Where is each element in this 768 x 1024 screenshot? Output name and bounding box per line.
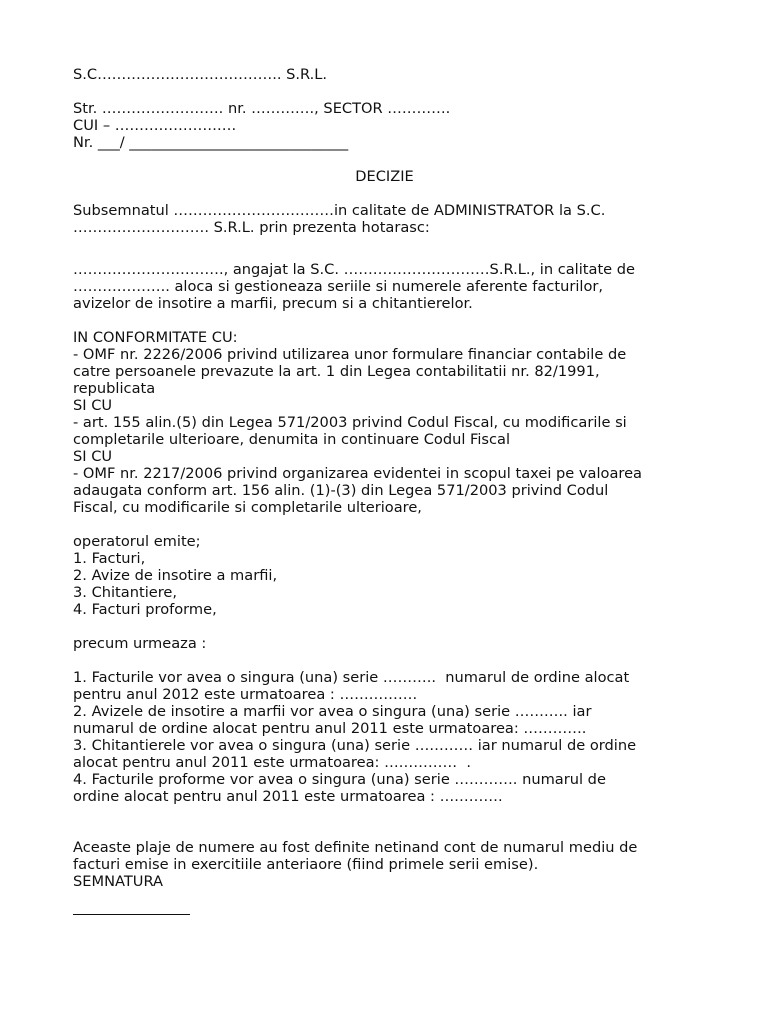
signature-label: SEMNATURA — [73, 873, 163, 890]
closing-line: Aceaste plaje de numere au fost definite netinand cont de numarul mediu de — [73, 839, 638, 856]
rule-line: 4. Facturile proforme vor avea o singura (una) serie …………. numarul de — [73, 771, 606, 788]
rule-line: 1. Facturile vor avea o singura (una) serie ……….. numarul de ordine alocat — [73, 669, 630, 686]
conformity-line: republicata — [73, 380, 156, 397]
rule-line: numarul de ordine alocat pentru anul 2011 este urmatoarea: …………. — [73, 720, 587, 737]
closing-line: facturi emise in exercitiile anteriaore (fiind primele serii emise). — [73, 856, 539, 873]
conformity-line: SI CU — [73, 397, 113, 414]
conformity-line: Fiscal, cu modificarile si completarile ulterioare, — [73, 499, 422, 516]
conformity-line: adaugata conform art. 156 alin. (1)-(3) din Legea 571/2003 privind Codul — [73, 482, 609, 499]
intro-line: ………………………. S.R.L. prin prezenta hotarasc: — [73, 219, 430, 236]
conformity-line: - OMF nr. 2226/2006 privind utilizarea unor formulare financiar contabile de — [73, 346, 627, 363]
assignment-line: ……………….. aloca si gestioneaza seriile si numerele aferente facturilor, — [73, 278, 604, 295]
number-line: Nr. ___/ ______________________________ — [73, 134, 349, 151]
rule-line: ordine alocat pentru anul 2011 este urmatoarea : …………. — [73, 788, 503, 805]
document-title: DECIZIE — [355, 168, 414, 185]
operator-item: 3. Chitantiere, — [73, 584, 178, 601]
operator-item: 2. Avize de insotire a marfii, — [73, 567, 278, 584]
address-line: Str. ……………………. nr. …………., SECTOR …………. — [73, 100, 451, 117]
conformity-line: completarile ulterioare, denumita in continuare Codul Fiscal — [73, 431, 511, 448]
rule-line: pentru anul 2012 este urmatoarea : ……………. — [73, 686, 418, 703]
conformity-line: SI CU — [73, 448, 113, 465]
assignment-line: avizelor de insotire a marfii, precum si a chitantierelor. — [73, 295, 473, 312]
follows-line: precum urmeaza : — [73, 635, 207, 652]
conformity-line: catre persoanele prevazute la art. 1 din Legea contabilitatii nr. 82/1991, — [73, 363, 600, 380]
conformity-line: - art. 155 alin.(5) din Legea 571/2003 privind Codul Fiscal, cu modificarile si — [73, 414, 627, 431]
conformity-line: - OMF nr. 2217/2006 privind organizarea evidentei in scopul taxei pe valoarea — [73, 465, 642, 482]
signature-line — [73, 914, 190, 915]
rule-line: 3. Chitantierele vor avea o singura (una) serie ………… iar numarul de ordine — [73, 737, 637, 754]
operator-item: 1. Facturi, — [73, 550, 146, 567]
intro-line: Subsemnatul ……………………………in calitate de ADMINISTRATOR la S.C. — [73, 202, 606, 219]
operator-item: 4. Facturi proforme, — [73, 601, 217, 618]
company-line: S.C……………………………….. S.R.L. — [73, 66, 328, 83]
conformity-heading: IN CONFORMITATE CU: — [73, 329, 238, 346]
cui-line: CUI – ……………………. — [73, 117, 237, 134]
rule-line: 2. Avizele de insotire a marfii vor avea o singura (una) serie ……….. iar — [73, 703, 592, 720]
rule-line: alocat pentru anul 2011 este urmatoarea: …………… . — [73, 754, 471, 771]
operator-line: operatorul emite; — [73, 533, 201, 550]
assignment-line: …………………………., angajat la S.C. …………………………S.R.L., in calitate de — [73, 261, 636, 278]
